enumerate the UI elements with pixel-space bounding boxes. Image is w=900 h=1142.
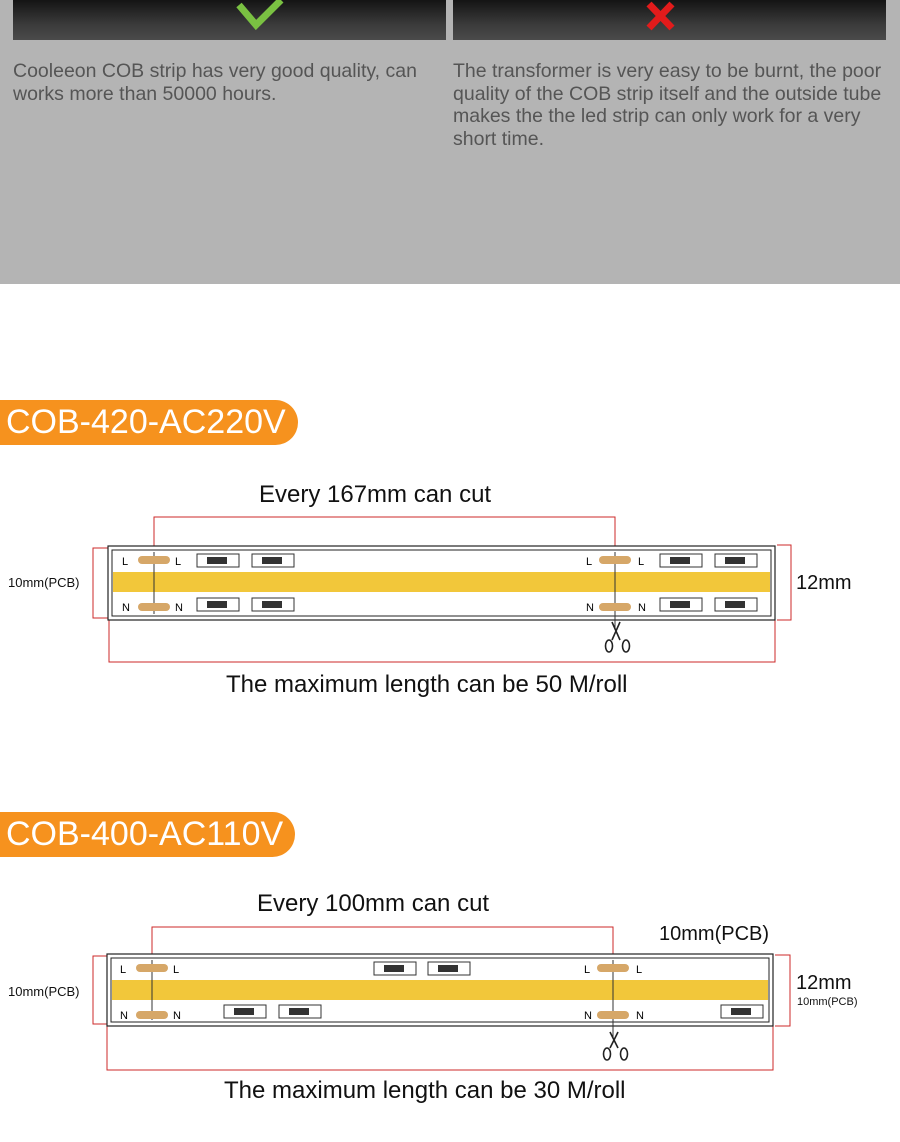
resistor-chip bbox=[224, 1005, 266, 1018]
max-length-label-1: The maximum length can be 50 M/roll bbox=[226, 671, 628, 698]
resistor-chip bbox=[252, 554, 294, 567]
resistor-chip bbox=[721, 1005, 763, 1018]
strip-width-label-2: 12mm bbox=[796, 972, 852, 994]
length-bracket bbox=[109, 620, 775, 662]
cut-interval-label-2: Every 100mm can cut bbox=[257, 890, 490, 917]
terminal-label-l: L bbox=[638, 556, 645, 568]
terminal-label-n: N bbox=[584, 1010, 592, 1022]
led-strip-light bbox=[113, 572, 770, 592]
resistor-chip bbox=[197, 554, 239, 567]
length-bracket bbox=[107, 1026, 773, 1070]
max-length-label-2: The maximum length can be 30 M/roll bbox=[224, 1077, 626, 1104]
terminal-label-l: L bbox=[122, 556, 129, 568]
resistor-chip bbox=[715, 554, 757, 567]
terminal-label-l: L bbox=[584, 964, 591, 976]
solder-pad bbox=[136, 964, 168, 972]
width-bracket bbox=[777, 545, 791, 620]
solder-pad bbox=[138, 603, 170, 611]
terminal-label-n: N bbox=[122, 602, 130, 614]
resistor-chip bbox=[428, 962, 470, 975]
solder-pad bbox=[138, 556, 170, 564]
solder-pad bbox=[597, 1011, 629, 1019]
terminal-label-l: L bbox=[636, 964, 643, 976]
terminal-label-n: N bbox=[120, 1010, 128, 1022]
strip-pcb-sublabel-2: 10mm(PCB) bbox=[797, 996, 858, 1008]
solder-pad bbox=[136, 1011, 168, 1019]
resistor-chip bbox=[252, 598, 294, 611]
good-quality-text: Cooleeon COB strip has very good quality, can works more than 50000 hours. bbox=[13, 60, 417, 105]
terminal-label-l: L bbox=[175, 556, 182, 568]
cut-bracket bbox=[152, 927, 613, 955]
terminal-label-n: N bbox=[175, 602, 183, 614]
resistor-chip bbox=[374, 962, 416, 975]
cut-interval-label-1: Every 167mm can cut bbox=[259, 481, 492, 508]
led-strip-light bbox=[112, 980, 768, 1000]
good-product-image bbox=[13, 0, 446, 40]
width-bracket bbox=[775, 955, 790, 1026]
resistor-chip bbox=[279, 1005, 321, 1018]
resistor-chip bbox=[715, 598, 757, 611]
cross-icon bbox=[649, 4, 672, 28]
scissors-icon bbox=[604, 1032, 628, 1060]
resistor-chip bbox=[660, 554, 702, 567]
terminal-label-n: N bbox=[638, 602, 646, 614]
model-badge-1: COB-420-AC220V bbox=[0, 400, 298, 445]
pcb-width-label-2: 10mm(PCB) bbox=[8, 984, 80, 999]
strip-diagram-2 bbox=[0, 920, 900, 1080]
bad-quality-text: The transformer is very easy to be burnt, the poor quality of the COB strip itself and the outside tube makes the the led strip can only work for a very short time. bbox=[453, 60, 882, 150]
scissors-icon bbox=[606, 622, 630, 652]
solder-pad bbox=[597, 964, 629, 972]
terminal-label-l: L bbox=[173, 964, 180, 976]
terminal-label-n: N bbox=[173, 1010, 181, 1022]
pcb-width-top-label-2: 10mm(PCB) bbox=[659, 923, 770, 945]
pcb-width-label-1: 10mm(PCB) bbox=[8, 575, 80, 590]
solder-pad bbox=[599, 603, 631, 611]
resistor-chip bbox=[660, 598, 702, 611]
terminal-label-n: N bbox=[636, 1010, 644, 1022]
pcb-bracket bbox=[93, 956, 108, 1024]
resistor-chip bbox=[197, 598, 239, 611]
pcb-bracket bbox=[93, 548, 108, 618]
bad-product-image bbox=[453, 0, 886, 40]
strip-width-label-1: 12mm bbox=[796, 572, 852, 594]
terminal-label-l: L bbox=[586, 556, 593, 568]
solder-pad bbox=[599, 556, 631, 564]
check-icon bbox=[239, 0, 281, 25]
strip-diagram-1 bbox=[0, 510, 900, 670]
terminal-label-n: N bbox=[586, 602, 594, 614]
terminal-label-l: L bbox=[120, 964, 127, 976]
model-badge-2: COB-400-AC110V bbox=[0, 812, 295, 857]
